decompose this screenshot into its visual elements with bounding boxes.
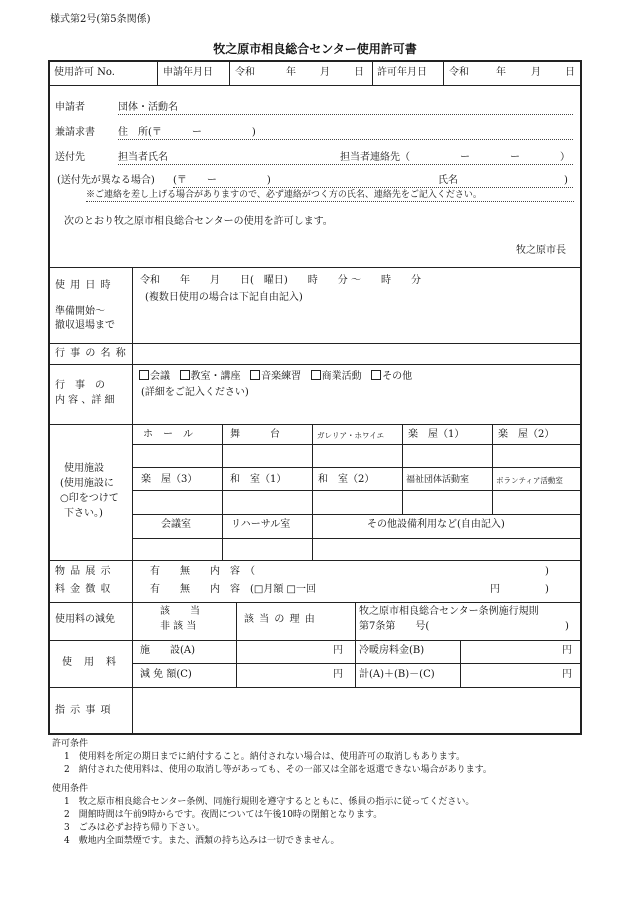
different-address-label: (送付先が異なる場合): [57, 175, 155, 186]
form-label: 様式第2号(第5条関係): [50, 14, 151, 25]
applicant-label: 申請者: [55, 102, 85, 113]
day-label-2: 日: [565, 67, 575, 78]
use-date-label: 使 用 日 時: [55, 280, 112, 291]
reduction-rule-close: ): [565, 621, 569, 632]
prep-start-label: 準備開始～: [55, 306, 105, 317]
contact-note: ※ご連絡を差し上げる場合がありますので、必ず連絡がつく方の氏名、連絡先をご記入ください。: [86, 190, 482, 200]
reduction-not-applicable[interactable]: 非 該 当: [160, 621, 197, 632]
fee-facility-yen: 円: [333, 645, 343, 656]
fee-cooling-label: 冷暖房料金(B): [359, 645, 425, 656]
permit-date-label: 許可年月日: [377, 67, 427, 78]
reduction-label: 使用料の減免: [55, 614, 115, 625]
person-name-label: 担当者氏名: [118, 152, 168, 163]
teardown-label: 撤収退場まで: [55, 320, 115, 331]
checkbox-meeting[interactable]: 会議: [139, 371, 170, 382]
goods-display-label: 物 品 展 示: [55, 566, 112, 577]
use-conditions-heading: 使用条件: [52, 784, 89, 794]
event-content-label-1: 行 事 の: [55, 380, 105, 391]
address-label: 住 所(〒 ー ): [118, 127, 256, 138]
facility-dressing-3[interactable]: 楽 屋（3）: [141, 474, 198, 485]
reduction-applicable[interactable]: 該 当: [160, 606, 200, 617]
send-to-label: 送付先: [55, 152, 85, 163]
facility-label-3: ○印をつけて: [60, 493, 119, 504]
goods-display-close: ): [545, 566, 549, 577]
fee-total-yen: 円: [562, 669, 572, 680]
permit-no-label: 使用許可 No.: [54, 67, 115, 78]
facility-dressing-1[interactable]: 楽 屋（1）: [408, 429, 465, 440]
fee-label: 使 用 料: [62, 657, 117, 668]
permit-condition-2: 2 納付された使用料は、使用の取消し等があっても、その一部又は全部を返還できない場合があります。: [64, 765, 492, 775]
use-date-line: 令和 年 月 日( 曜日) 時 分 ～ 時 分: [140, 275, 421, 286]
facility-japanese-room-2[interactable]: 和 室（2）: [318, 474, 375, 485]
event-options: [139, 370, 412, 383]
checkbox-other[interactable]: その他: [371, 371, 412, 382]
page-title: 牧之原市相良総合センター使用許可書: [213, 42, 417, 56]
reduction-rule-1: 牧之原市相良総合センター条例施行規則: [359, 606, 539, 617]
facility-galleria[interactable]: ガレリア・ホワイエ: [317, 431, 384, 440]
reiwa-label-2: 令和: [449, 67, 469, 78]
facility-label-2: (使用施設に: [60, 478, 114, 489]
checkbox-music[interactable]: 音楽練習: [250, 371, 301, 382]
facility-hall[interactable]: ホ ー ル: [143, 429, 193, 440]
facility-dressing-2[interactable]: 楽 屋（2）: [498, 429, 555, 440]
day-label: 日: [354, 67, 364, 78]
fee-collection-close: ): [545, 584, 549, 595]
contact-label: 担当者連絡先（ ー ー ）: [340, 152, 570, 163]
reiwa-label: 令和: [235, 67, 255, 78]
fee-reduction-label: 減 免 額(C): [140, 669, 192, 680]
reduction-rule-2: 第7条第 号(: [359, 621, 430, 632]
facility-label-4: 下さい。): [64, 508, 103, 519]
reduction-reason-label: 該 当 の 理 由: [244, 614, 316, 625]
goods-display-line: 有 無 内 容 （: [150, 566, 255, 577]
month-label: 月: [320, 67, 330, 78]
different-postal-label: (〒 ー ): [173, 175, 271, 186]
different-name-close: ): [564, 175, 568, 186]
use-condition-1: 1 牧之原市相良総合センター条例、同施行規則を遵守するとともに、係員の指示に従ってください。: [64, 797, 475, 807]
fee-collection-yen: 円: [490, 584, 500, 595]
application-date-label: 申請年月日: [163, 67, 213, 78]
permit-condition-1: 1 使用料を所定の期日までに納付すること。納付されない場合は、使用許可の取消しもあります。: [64, 752, 466, 762]
fee-facility-label: 施 設(A): [140, 645, 196, 656]
facility-welfare-room[interactable]: 福祉団体活動室: [406, 475, 470, 485]
different-name-label: 氏名: [438, 175, 458, 186]
permit-statement: 次のとおり牧之原市相良総合センターの使用を許可します。: [64, 216, 333, 227]
fee-collection-line: 有 無 内 容 (□月額 □一回: [150, 584, 316, 595]
event-name-label: 行 事 の 名 称: [55, 348, 127, 359]
use-condition-2: 2 開館時間は午前9時からです。夜間については午後10時の閉館となります。: [64, 810, 383, 820]
facility-japanese-room-1[interactable]: 和 室（1）: [230, 474, 287, 485]
facility-rehearsal-room[interactable]: リハーサル室: [231, 519, 291, 530]
facility-meeting-room[interactable]: 会議室: [161, 519, 191, 530]
facility-label-1: 使用施設: [64, 463, 104, 474]
year-label: 年: [286, 67, 296, 78]
year-label-2: 年: [496, 67, 506, 78]
multi-day-note: (複数日使用の場合は下記自由記入): [145, 292, 303, 303]
fee-reduction-yen: 円: [333, 669, 343, 680]
event-content-label-2: 内 容 、詳 細: [55, 395, 115, 406]
fee-cooling-yen: 円: [562, 645, 572, 656]
checkbox-commercial[interactable]: 商業活動: [311, 371, 362, 382]
permit-conditions-heading: 許可条件: [52, 739, 89, 749]
use-condition-4: 4 敷地内全面禁煙です。また、酒類の持ち込みは一切できません。: [64, 836, 340, 846]
group-name-label: 団体・活動名: [118, 102, 178, 113]
fee-total-label: 計(A)＋(B)－(C): [359, 669, 435, 680]
billing-label: 兼請求書: [55, 127, 95, 138]
instructions-label: 指 示 事 項: [55, 705, 112, 716]
mayor-label: 牧之原市長: [516, 245, 566, 256]
use-condition-3: 3 ごみは必ずお持ち帰り下さい。: [64, 823, 205, 833]
facility-other-equipment: その他設備利用など(自由記入): [367, 519, 505, 530]
month-label-2: 月: [531, 67, 541, 78]
facility-stage[interactable]: 舞 台: [230, 429, 280, 440]
checkbox-class[interactable]: 教室・講座: [180, 371, 241, 382]
facility-volunteer-room[interactable]: ボランティア活動室: [496, 476, 563, 485]
event-detail-note: (詳細をご記入ください): [141, 387, 249, 398]
fee-collection-label: 料 金 徴 収: [55, 584, 112, 595]
